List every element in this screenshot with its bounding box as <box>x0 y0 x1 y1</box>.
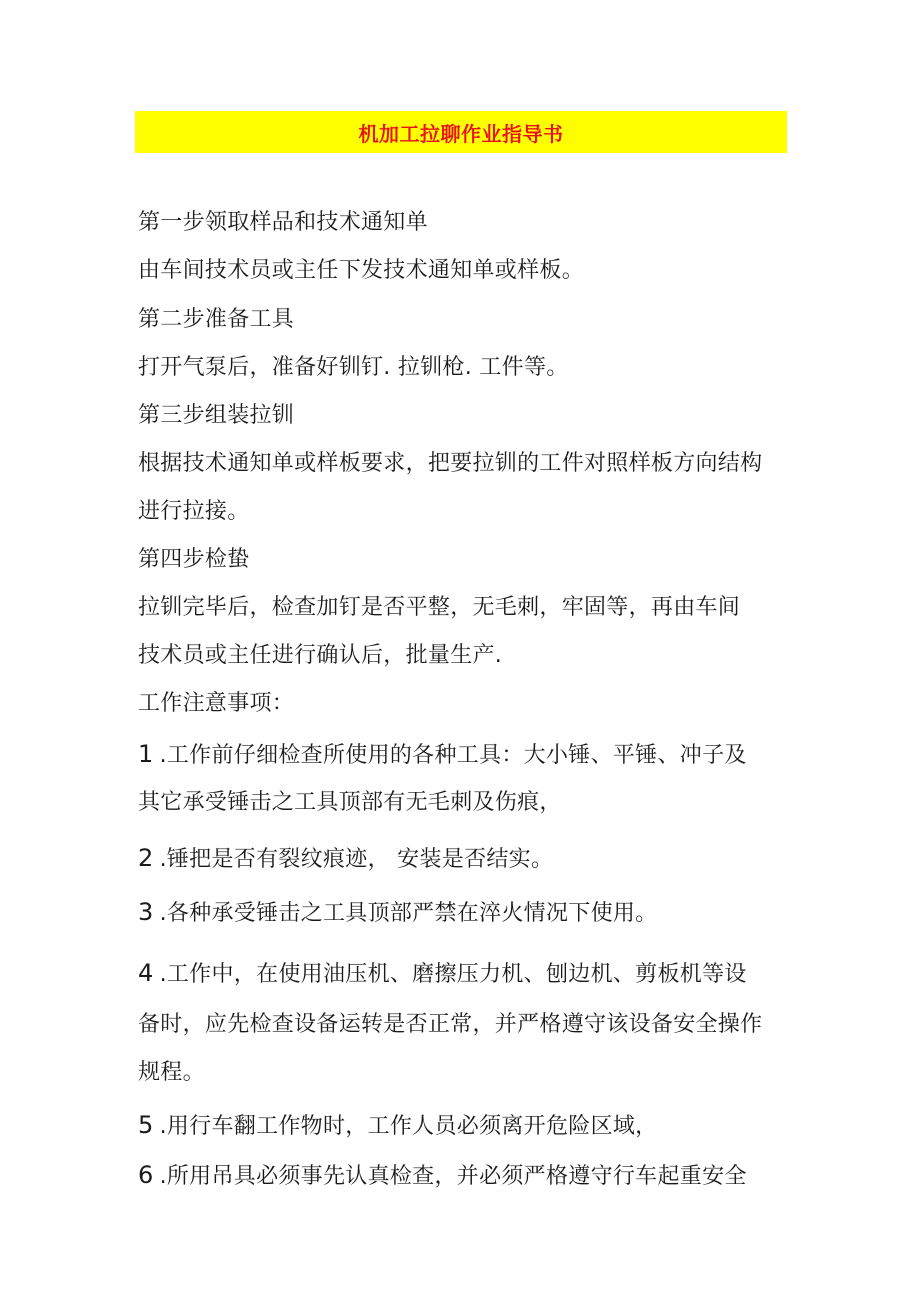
note-3: 3 .各种承受锤击之工具顶部严禁在淬火情况下使用。 <box>138 898 658 926</box>
step-4-body-line-1: 拉钏完毕后，检查加钉是否平整，无毛刺，牢固等，再由车间 <box>138 595 741 620</box>
step-1-heading: 第一步领取样品和技术通知单 <box>138 210 428 235</box>
note-4-line-3: 规程。 <box>138 1060 205 1085</box>
note-number: 6 <box>138 1161 154 1189</box>
note-number: 4 <box>138 959 154 987</box>
note-number: 5 <box>138 1111 154 1139</box>
document-title: 机加工拉聊作业指导书 <box>358 121 564 146</box>
note-1-line-2: 其它承受锤击之工具顶部有无毛刺及伤痕， <box>138 790 562 815</box>
step-1-body: 由车间技术员或主任下发技术通知单或样板。 <box>138 258 585 283</box>
note-1-line-1: 1 .工作前仔细检查所使用的各种工具：大小锤、平锤、冲子及 <box>138 740 747 768</box>
note-number: 2 <box>138 844 154 872</box>
note-4-line-1: 4 .工作中，在使用油压机、磨擦压力机、刨边机、剪板机等设 <box>138 959 747 987</box>
note-number: 3 <box>138 898 154 926</box>
step-2-heading: 第二步准备工具 <box>138 307 295 332</box>
step-2-body: 打开气泵后，准备好钏钉. 拉钏枪. 工件等。 <box>138 355 569 380</box>
note-number: 1 <box>138 740 154 768</box>
note-5: 5 .用行车翻工作物时，工作人员必须离开危险区域， <box>138 1111 658 1139</box>
step-3-body-line-2: 进行拉接。 <box>138 499 250 524</box>
notes-heading: 工作注意事项： <box>138 691 295 716</box>
title-banner <box>135 111 787 153</box>
note-4-line-2: 备时，应先检查设备运转是否正常，并严格遵守该设备安全操作 <box>138 1012 763 1037</box>
note-2: 2 .锤把是否有裂纹痕迹， 安装是否结实。 <box>138 844 554 872</box>
note-6: 6 .所用吊具必须事先认真检查，并必须严格遵守行车起重安全 <box>138 1161 747 1189</box>
step-4-heading: 第四步检蛰 <box>138 547 250 572</box>
step-4-body-line-2: 技术员或主任进行确认后，批量生产. <box>138 643 503 668</box>
step-3-heading: 第三步组装拉钏 <box>138 403 295 428</box>
step-3-body-line-1: 根据技术通知单或样板要求，把要拉钏的工件对照样板方向结构 <box>138 451 763 476</box>
